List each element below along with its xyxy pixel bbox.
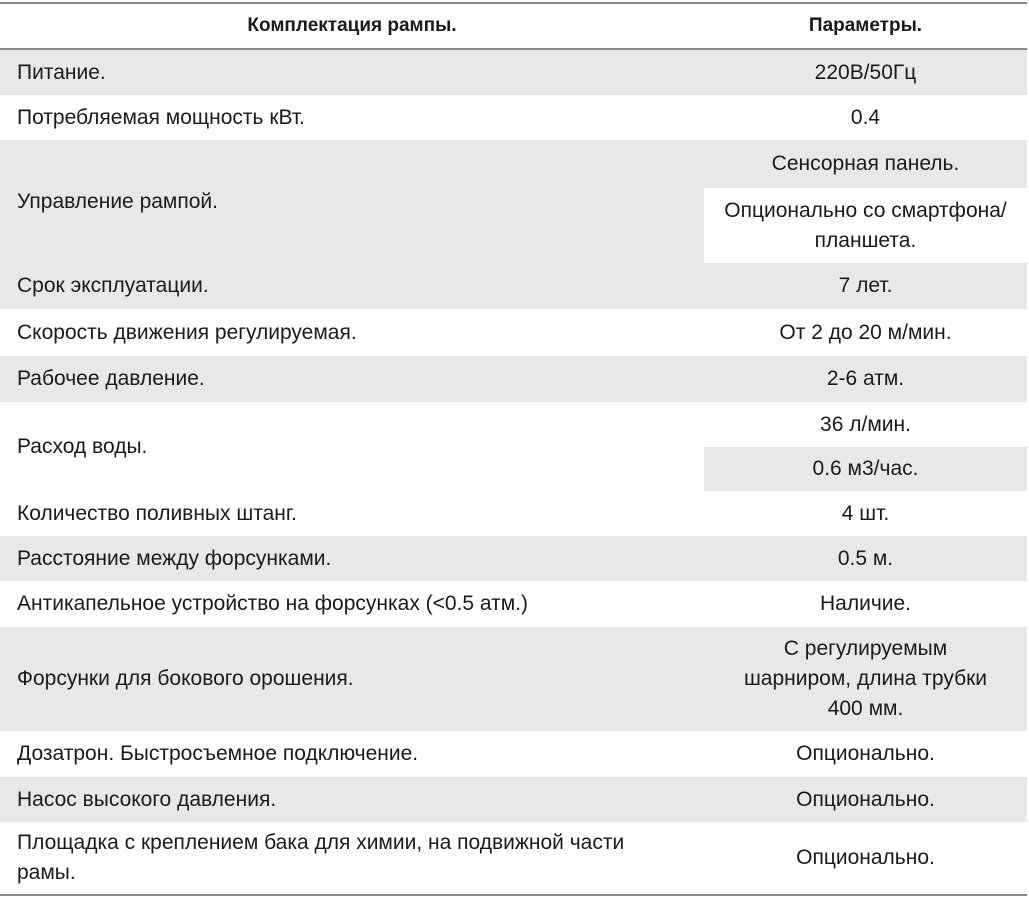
row-value: С регулируемым шарниром, длина трубки 400 мм. [743, 637, 988, 720]
table-row [0, 536, 1027, 581]
row-value: От 2 до 20 м/мин. [779, 320, 952, 344]
row-value: Опционально. [796, 742, 935, 765]
table-header [0, 4, 1027, 48]
row-label: Срок эксплуатации. [17, 274, 209, 297]
row-value: Сенсорная панель. [704, 140, 1027, 188]
header-equipment: Комплектация рампы. [247, 15, 457, 36]
row-value: Опционально со смартфона/планшета. [704, 188, 1027, 263]
row-label: Насос высокого давления. [17, 787, 277, 811]
table-row [0, 627, 1027, 731]
row-label: Дозатрон. Быстросъемное подключение. [17, 742, 419, 765]
table-row [0, 95, 1027, 140]
row-label: Форсунки для бокового орошения. [17, 667, 354, 690]
row-value: 7 лет. [838, 274, 893, 297]
row-label: Управление рампой. [17, 189, 218, 213]
table-row [0, 309, 1027, 356]
row-label: Потребляемая мощность кВт. [17, 105, 305, 129]
row-value: 36 л/мин. [704, 402, 1027, 447]
table-row [0, 731, 1027, 777]
row-label: Площадка с креплением бака для химии, на подвижной части рамы. [17, 831, 625, 884]
table-row [0, 140, 1027, 263]
table-row [0, 50, 1027, 95]
row-label: Рабочее давление. [17, 367, 205, 390]
table-row [0, 402, 1027, 491]
row-value: Опционально. [796, 846, 935, 869]
row-value: 4 шт. [841, 501, 890, 525]
row-label: Расход воды. [17, 434, 148, 458]
row-value: 220В/50Гц [814, 60, 917, 84]
row-label: Антикапельное устройство на форсунках (<0.5 атм.) [17, 592, 529, 615]
table-bottom-border [0, 894, 1027, 896]
row-value: Опционально. [796, 787, 935, 811]
table-row [0, 581, 1027, 627]
table-row [0, 356, 1027, 402]
row-label: Питание. [17, 60, 106, 84]
table-row [0, 263, 1027, 309]
row-label: Скорость движения регулируемая. [17, 320, 357, 344]
table-row [0, 777, 1027, 822]
row-value: 0.5 м. [837, 546, 894, 570]
table-row [0, 822, 1027, 894]
header-parameters: Параметры. [808, 15, 923, 36]
row-value: 2-6 атм. [826, 367, 905, 390]
table-row [0, 491, 1027, 536]
row-label: Количество поливных штанг. [17, 501, 297, 525]
row-value: 0.4 [850, 105, 881, 129]
row-label: Расстояние между форсунками. [17, 546, 332, 570]
row-value: Наличие. [819, 592, 911, 615]
row-value: 0.6 м3/час. [704, 447, 1027, 491]
